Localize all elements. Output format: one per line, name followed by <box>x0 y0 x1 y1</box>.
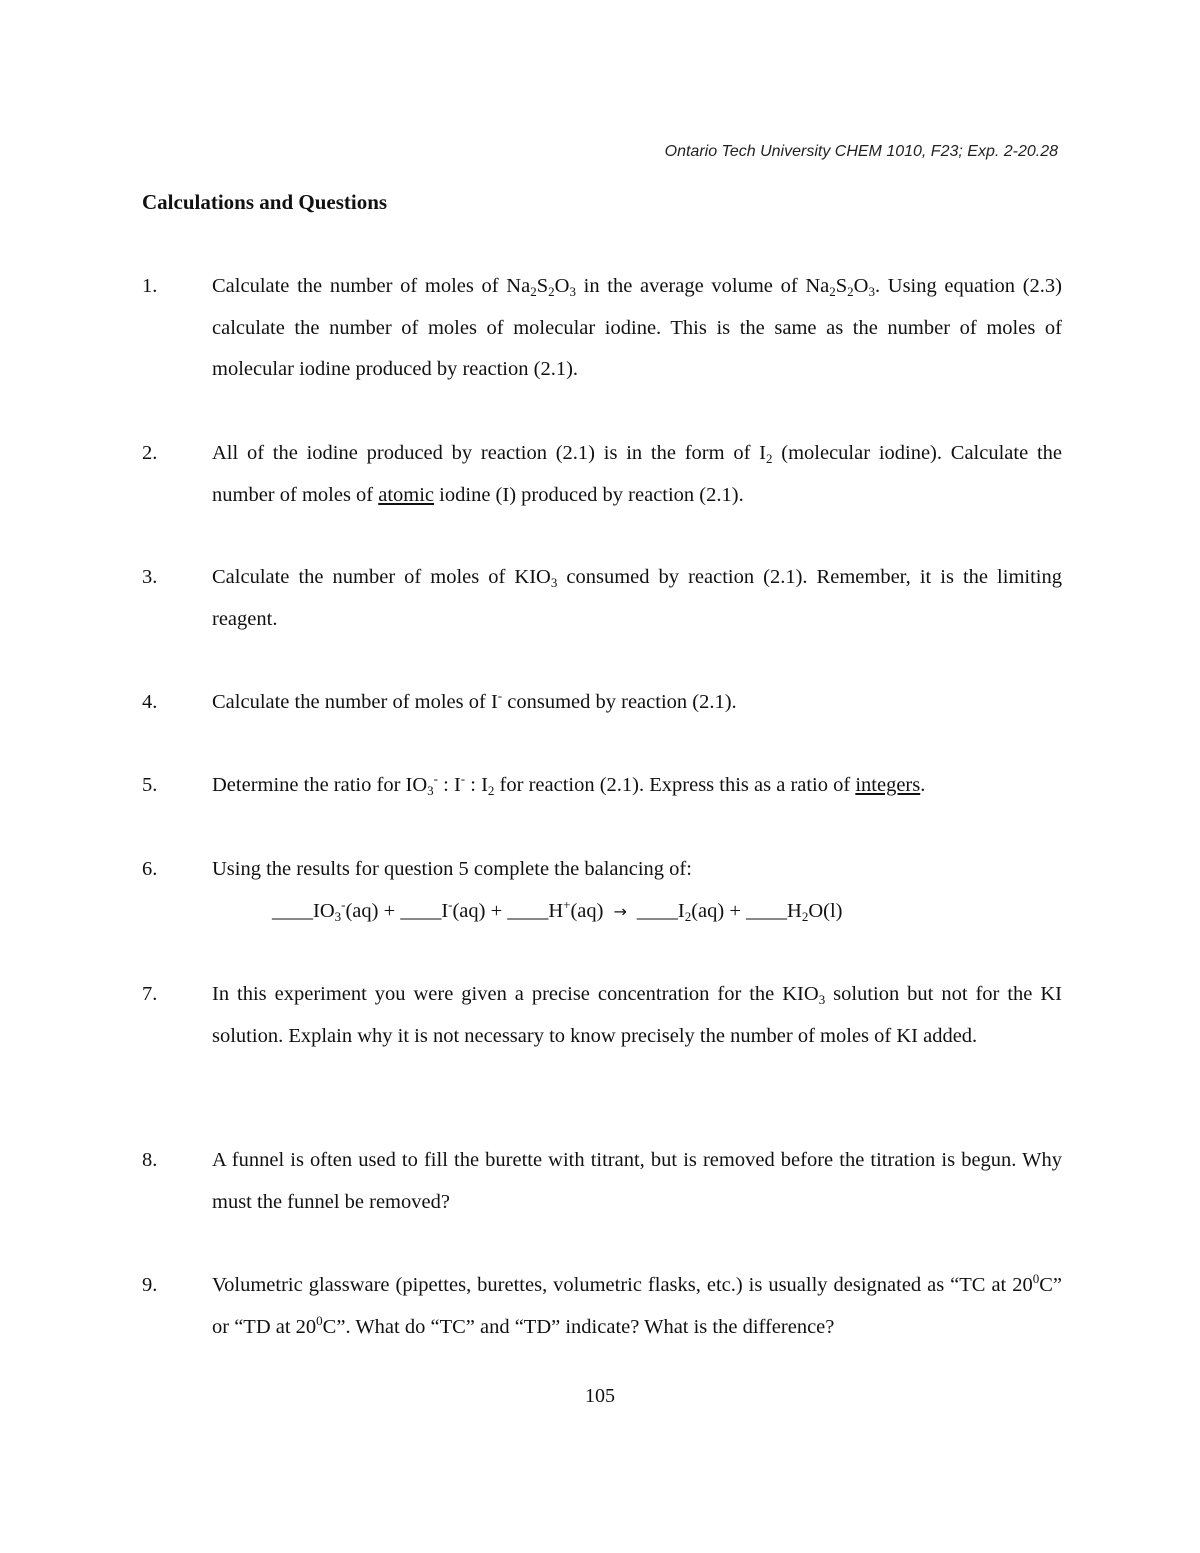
question-number: 3. <box>142 566 158 588</box>
coefficient-blank: ____ <box>400 899 442 922</box>
question-2 <box>142 433 1062 516</box>
section-title: Calculations and Questions <box>142 190 388 214</box>
balancing-equation: $\_\_\_\_IO_3^-(aq)$ + ____I-(aq) + ____H+(aq) → $\_\_\_\_I_2(aq)$ + $\_\_\_\_H_2O(l)$ <box>272 896 843 924</box>
page-header: Ontario Tech University CHEM 1010, F23; Exp. 2-20.28 <box>664 143 1058 160</box>
question-8 <box>142 1140 1062 1223</box>
question-text: Using the results for question 5 complete the balancing of: <box>212 858 692 880</box>
reaction-arrow-icon: → <box>613 901 627 921</box>
coefficient-blank: ____ <box>272 899 313 922</box>
question-text: In this experiment you were given a precise concentration for the $KIO_3$ solution but not for the KI solution. Explain why it is not necessary to know precisely the number of moles of KI added. <box>212 983 1062 1047</box>
underlined-word: atomic <box>378 483 435 506</box>
coefficient-blank: ____ <box>746 899 788 922</box>
question-text: A funnel is often used to fill the burette with titrant, but is removed before the titration is begun. Why must the funnel be removed? <box>212 1149 1062 1213</box>
question-text: Volumetric glassware (pipettes, burettes, volumetric flasks, etc.) is usually designated as “TC at $20^0C$” or “TD at $20^0C$”. What do “TC” and “TD” indicate? What is the difference? <box>212 1271 1062 1338</box>
question-1 <box>142 266 1062 391</box>
question-number: 8. <box>142 1149 158 1171</box>
question-text: Calculate the number of moles of I- consumed by reaction (2.1). <box>212 688 737 713</box>
question-6 <box>142 849 1062 932</box>
question-number: 6. <box>142 858 158 880</box>
question-7 <box>142 974 1062 1057</box>
question-number: 4. <box>142 691 158 713</box>
page-number: 105 <box>585 1385 615 1407</box>
underlined-word: integers <box>855 774 921 796</box>
question-text: All of the iodine produced by reaction (2.1) is in the form of $I_2$ (molecular iodine). Calculate the number of moles of atomic iodine (I) produced by reaction (2.1). <box>212 442 1062 506</box>
coefficient-blank: ____ <box>507 899 549 922</box>
question-number: 1. <box>142 275 158 297</box>
question-number: 9. <box>142 1274 158 1296</box>
question-number: 7. <box>142 983 158 1005</box>
question-number: 2. <box>142 442 158 464</box>
question-4 <box>142 682 1062 724</box>
question-text: Calculate the number of moles of $KIO_3$ consumed by reaction (2.1). Remember, it is the limiting reagent. <box>212 566 1062 630</box>
question-text: Determine the ratio for $IO_3^-$ : I- : $I_2$ for reaction (2.1). Express this as a ratio of integers. <box>212 771 926 798</box>
coefficient-blank: ____ <box>636 899 678 922</box>
question-5 <box>142 765 1062 807</box>
question-number: 5. <box>142 774 158 796</box>
question-text: Calculate the number of moles of $Na_2S_2O_3$ in the average volume of $Na_2S_2O_3$. Using equation (2.3) calculate the number of moles of molecular iodine. This is the same as the number of moles of molecular iodine produced by reaction (2.1). <box>212 275 1062 380</box>
question-9 <box>142 1265 1062 1348</box>
question-3 <box>142 557 1062 640</box>
